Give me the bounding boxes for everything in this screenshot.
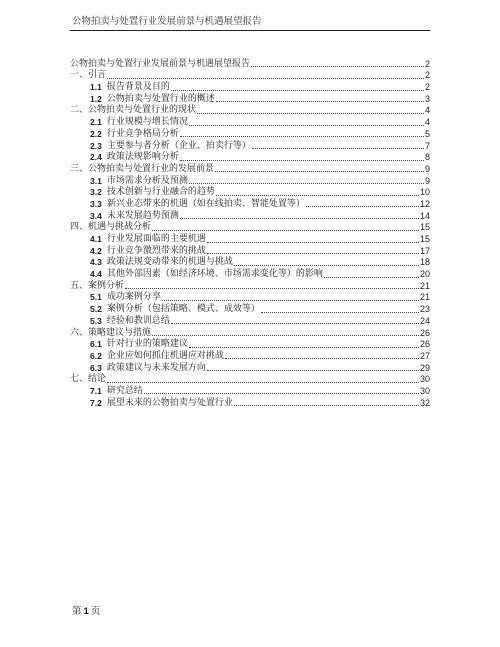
toc-entry-number: 4.2 — [90, 245, 102, 256]
toc-dot-leader — [197, 113, 424, 114]
toc-entry-number: 7.2 — [90, 397, 102, 408]
toc-entry-title: 市场需求分析及预测 — [106, 175, 188, 186]
toc-page-number: 26 — [419, 327, 430, 338]
toc-entry-number: 6.2 — [90, 350, 102, 361]
toc-dot-leader — [234, 405, 419, 406]
toc-entry-title: 主要参与者分析（企业、拍卖行等） — [106, 140, 251, 151]
toc-page-number: 17 — [419, 245, 430, 256]
toc-entry-number: 4.3 — [90, 257, 102, 268]
toc-dot-leader — [189, 183, 424, 184]
toc-entry-title: 公物拍卖与处置行业的概述 — [106, 93, 215, 104]
toc-subsection-entry[interactable] — [70, 350, 430, 362]
toc-page-number: 24 — [419, 315, 430, 326]
toc-subsection-entry[interactable] — [70, 116, 430, 128]
toc-entry-title: 三、公物拍卖与处置行业的发展前景 — [70, 163, 215, 174]
toc-entry-number: 3.3 — [90, 198, 102, 209]
toc-entry-title: 行业竞争激烈带来的挑战 — [106, 245, 206, 256]
toc-entry-number: 6.1 — [90, 339, 102, 350]
toc-section-entry[interactable] — [70, 58, 430, 70]
toc-page-number: 4 — [424, 117, 430, 128]
toc-dot-leader — [207, 370, 419, 371]
toc-entry-title: 新兴业态带来的机遇（如在线拍卖、智能处置等） — [106, 198, 305, 209]
toc-entry-title: 技术创新与行业融合的趋势 — [106, 187, 215, 198]
toc-entry-title: 经验和教训总结 — [106, 315, 170, 326]
toc-entry-title: 四、机遇与挑战分析 — [70, 222, 152, 233]
toc-section-entry[interactable] — [70, 163, 430, 175]
toc-subsection-entry[interactable] — [70, 315, 430, 327]
toc-dot-leader — [152, 230, 419, 231]
toc-dot-leader — [189, 347, 419, 348]
toc-entry-title: 一、引言 — [70, 70, 107, 81]
toc-entry-number: 5.3 — [90, 315, 102, 326]
toc-entry-title: 展望未来的公物拍卖与处置行业 — [106, 397, 233, 408]
toc-subsection-entry[interactable] — [70, 198, 430, 210]
toc-subsection-entry[interactable] — [70, 152, 430, 164]
toc-page-number: 21 — [419, 292, 430, 303]
toc-entry-title: 研究总结 — [106, 385, 143, 396]
toc-entry-number: 5.2 — [90, 304, 102, 315]
toc-dot-leader — [180, 218, 419, 219]
toc-page-number: 27 — [419, 350, 430, 361]
toc-subsection-entry[interactable] — [70, 140, 430, 152]
toc-entry-title: 公物拍卖与处置行业发展前景与机遇展望报告 — [70, 58, 251, 69]
toc-page-number: 30 — [419, 385, 430, 396]
toc-entry-number: 4.4 — [90, 269, 102, 280]
toc-subsection-entry[interactable] — [70, 385, 430, 397]
toc-dot-leader — [252, 148, 424, 149]
toc-page-number: 15 — [419, 234, 430, 244]
toc-entry-title: 其他外部因素（如经济环境、市场需求变化等）的影响 — [106, 269, 323, 280]
toc-page-number: 2 — [424, 70, 430, 81]
toc-page-number: 29 — [419, 362, 430, 373]
toc-dot-leader — [107, 382, 419, 383]
footer-page-number: 1 — [83, 606, 89, 617]
toc-subsection-entry[interactable] — [70, 233, 430, 245]
toc-page-number: 14 — [419, 210, 430, 221]
toc-entry-number: 2.3 — [90, 140, 102, 151]
toc-section-entry[interactable] — [70, 327, 430, 339]
toc-dot-leader — [324, 277, 419, 278]
toc-subsection-entry[interactable] — [70, 362, 430, 374]
toc-subsection-entry[interactable] — [70, 292, 430, 304]
footer-suffix: 页 — [90, 606, 101, 617]
toc-dot-leader — [261, 312, 419, 313]
toc-dot-leader — [306, 206, 419, 207]
toc-page-number: 7 — [424, 140, 430, 151]
toc-dot-leader — [251, 66, 424, 67]
toc-entry-title: 五、案例分析 — [70, 280, 125, 291]
toc-entry-title: 企业应如何抓住机遇应对挑战 — [106, 350, 224, 361]
toc-entry-title: 行业规模与增长情况 — [106, 117, 188, 128]
toc-dot-leader — [152, 335, 419, 336]
toc-page-number: 5 — [424, 128, 430, 139]
toc-section-entry[interactable] — [70, 280, 430, 292]
toc-entry-number: 1.1 — [90, 82, 102, 93]
running-header: 公物拍卖与处置行业发展前景与机遇展望报告 — [72, 16, 262, 27]
toc-page-number: 23 — [419, 304, 430, 315]
header-divider — [70, 30, 430, 31]
toc-entry-number: 1.2 — [90, 93, 102, 104]
toc-entry-number: 3.1 — [90, 175, 102, 186]
toc-page-number: 2 — [424, 58, 430, 69]
toc-section-entry[interactable] — [70, 222, 430, 234]
toc-dot-leader — [189, 125, 424, 126]
toc-page-number: 2 — [424, 82, 430, 93]
toc-subsection-entry[interactable] — [70, 210, 430, 222]
toc-entry-number: 7.1 — [90, 385, 102, 396]
toc-dot-leader — [107, 78, 424, 79]
toc-entry-title: 政策法规变动带来的机遇与挑战 — [106, 257, 233, 268]
toc-entry-number: 2.2 — [90, 128, 102, 139]
toc-page-number: 8 — [424, 152, 430, 163]
toc-entry-title: 成功案例分享 — [106, 292, 161, 303]
toc-page-number: 9 — [424, 175, 430, 186]
toc-dot-leader — [216, 195, 419, 196]
toc-page-number: 3 — [424, 93, 430, 104]
toc-subsection-entry[interactable] — [70, 81, 430, 93]
toc-section-entry[interactable] — [70, 105, 430, 117]
toc-subsection-entry[interactable] — [70, 245, 430, 257]
toc-entry-title: 政策建议与未来发展方向 — [106, 362, 206, 373]
toc-entry-title: 政策法规影响分析 — [106, 152, 179, 163]
toc-subsection-entry[interactable] — [70, 339, 430, 351]
toc-entry-title: 行业竞争格局分析 — [106, 128, 179, 139]
toc-page-number: 21 — [419, 280, 430, 291]
toc-entry-title: 针对行业的策略建议 — [106, 339, 188, 350]
toc-entry-number: 6.3 — [90, 362, 102, 373]
toc-entry-number: 2.4 — [90, 152, 102, 163]
toc-dot-leader — [125, 288, 419, 289]
toc-subsection-entry[interactable] — [70, 93, 430, 105]
table-of-contents — [70, 58, 430, 409]
toc-entry-title: 六、策略建议与措施 — [70, 327, 152, 338]
page-footer — [72, 603, 100, 617]
toc-page-number: 10 — [419, 187, 430, 198]
toc-dot-leader — [234, 265, 419, 266]
toc-subsection-entry[interactable] — [70, 175, 430, 187]
toc-subsection-entry[interactable] — [70, 128, 430, 140]
toc-dot-leader — [162, 300, 419, 301]
toc-section-entry[interactable] — [70, 374, 430, 386]
toc-entry-title: 未来发展趋势预测 — [106, 210, 179, 221]
toc-entry-number: 4.1 — [90, 234, 102, 244]
toc-entry-number: 5.1 — [90, 292, 102, 303]
toc-dot-leader — [225, 358, 419, 359]
toc-dot-leader — [144, 393, 419, 394]
toc-page-number: 32 — [419, 397, 430, 408]
toc-page-number: 30 — [419, 374, 430, 385]
toc-entry-number: 3.2 — [90, 187, 102, 198]
toc-entry-title: 案例分析（包括策略、模式、成效等） — [106, 304, 260, 315]
toc-entry-number: 3.4 — [90, 210, 102, 221]
toc-subsection-entry[interactable] — [70, 257, 430, 269]
toc-page-number: 20 — [419, 269, 430, 280]
toc-page-number: 18 — [419, 257, 430, 268]
toc-dot-leader — [207, 242, 419, 243]
toc-entry-title: 二、公物拍卖与处置行业的现状 — [70, 105, 197, 116]
toc-page-number: 15 — [419, 222, 430, 233]
toc-entry-title: 报告背景及目的 — [106, 82, 170, 93]
toc-entry-title: 行业发展面临的主要机遇 — [106, 234, 206, 244]
toc-section-entry[interactable] — [70, 70, 430, 82]
toc-subsection-entry[interactable] — [70, 268, 430, 280]
toc-dot-leader — [215, 171, 424, 172]
toc-page-number: 4 — [424, 105, 430, 116]
toc-entry-title: 七、结论 — [70, 374, 107, 385]
toc-entry-number: 2.1 — [90, 117, 102, 128]
toc-dot-leader — [171, 323, 419, 324]
toc-subsection-entry[interactable] — [70, 303, 430, 315]
toc-page-number: 26 — [419, 339, 430, 350]
toc-dot-leader — [207, 253, 419, 254]
toc-dot-leader — [180, 160, 424, 161]
toc-subsection-entry[interactable] — [70, 187, 430, 199]
toc-page-number: 9 — [424, 163, 430, 174]
toc-dot-leader — [171, 90, 424, 91]
toc-page-number: 12 — [419, 198, 430, 209]
toc-subsection-entry[interactable] — [70, 397, 430, 409]
toc-dot-leader — [216, 101, 424, 102]
toc-dot-leader — [180, 136, 424, 137]
footer-prefix: 第 — [72, 606, 82, 617]
